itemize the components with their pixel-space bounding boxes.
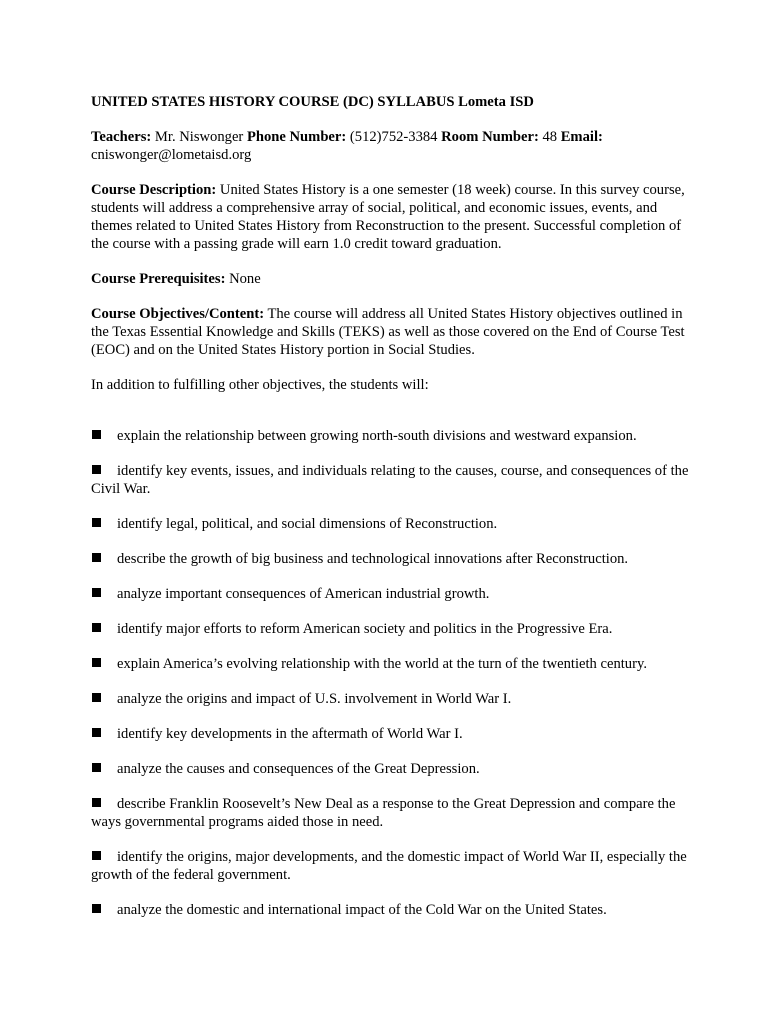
list-item-text: describe the growth of big business and technological innovations after Reconstruction. [117, 551, 629, 567]
teacher-info [91, 128, 691, 164]
square-bullet-icon [92, 693, 101, 702]
list-item-text: identify the origins, major developments, and the domestic impact of World War II, especially the growth of the federal government. [91, 849, 687, 883]
course-objectives [91, 305, 691, 359]
email-value: cniswonger@lometaisd.org [91, 147, 252, 163]
course-description-label: Course Description: [91, 182, 217, 198]
list-item-text: explain the relationship between growing north-south divisions and westward expansion. [117, 428, 637, 444]
list-item-text: analyze the causes and consequences of the Great Depression. [117, 761, 480, 777]
course-objectives-label: Course Objectives/Content: [91, 306, 265, 322]
room-value: 48 [538, 129, 561, 145]
square-bullet-icon [92, 430, 101, 439]
objectives-list [91, 427, 691, 919]
list-item [91, 901, 691, 919]
list-item [91, 550, 691, 568]
objectives-intro: In addition to fulfilling other objectives, the students will: [91, 377, 429, 393]
list-item-text: analyze the origins and impact of U.S. involvement in World War I. [117, 691, 512, 707]
square-bullet-icon [92, 851, 101, 860]
list-item-text: describe Franklin Roosevelt’s New Deal as a response to the Great Depression and compare the ways governmental programs aided those in need. [91, 796, 676, 830]
phone-label: Phone Number: [246, 129, 347, 145]
teachers-value: Mr. Niswonger [151, 129, 247, 145]
list-item [91, 515, 691, 533]
list-item-text: identify legal, political, and social dimensions of Reconstruction. [117, 516, 498, 532]
list-item [91, 462, 691, 498]
square-bullet-icon [92, 763, 101, 772]
square-bullet-icon [92, 728, 101, 737]
list-item [91, 725, 691, 743]
teachers-label: Teachers: [91, 129, 152, 145]
course-prerequisites [91, 270, 691, 288]
square-bullet-icon [92, 518, 101, 527]
list-item [91, 427, 691, 445]
course-description-text: United States History is a one semester (18 week) course. In this survey course, students will address a comprehensive array of social, political, and economic issues, events, and themes related to United States History from Reconstruction to the present. Successful completion of the course with a passing grade will earn 1.0 credit toward graduation. [91, 182, 685, 252]
document-title: UNITED STATES HISTORY COURSE (DC) SYLLABUS Lometa ISD [91, 94, 534, 110]
list-item-text: analyze important consequences of American industrial growth. [117, 586, 490, 602]
course-objectives-text: The course will address all United States History objectives outlined in the Texas Essential Knowledge and Skills (TEKS) as well as those covered on the End of Course Test (EOC) and on the United States History portion in Social Studies. [91, 306, 685, 358]
course-prerequisites-text: None [225, 271, 261, 287]
square-bullet-icon [92, 798, 101, 807]
square-bullet-icon [92, 465, 101, 474]
list-item [91, 795, 691, 831]
phone-value: (512)752-3384 [346, 129, 442, 145]
list-item [91, 585, 691, 603]
square-bullet-icon [92, 553, 101, 562]
list-item [91, 760, 691, 778]
square-bullet-icon [92, 904, 101, 913]
square-bullet-icon [92, 658, 101, 667]
list-item-text: identify key events, issues, and individuals relating to the causes, course, and consequences of the Civil War. [91, 463, 689, 497]
list-item [91, 655, 691, 673]
room-label: Room Number: [441, 129, 539, 145]
email-label: Email: [560, 129, 603, 145]
list-item-text: analyze the domestic and international impact of the Cold War on the United States. [117, 902, 607, 918]
course-prerequisites-label: Course Prerequisites: [91, 271, 226, 287]
course-description [91, 181, 691, 253]
list-item [91, 848, 691, 884]
syllabus-page [91, 93, 691, 936]
list-item [91, 690, 691, 708]
list-item-text: explain America’s evolving relationship with the world at the turn of the twentieth century. [117, 656, 647, 672]
list-item-text: identify major efforts to reform American society and politics in the Progressive Era. [117, 621, 613, 637]
square-bullet-icon [92, 588, 101, 597]
square-bullet-icon [92, 623, 101, 632]
list-item-text: identify key developments in the aftermath of World War I. [117, 726, 463, 742]
list-item [91, 620, 691, 638]
